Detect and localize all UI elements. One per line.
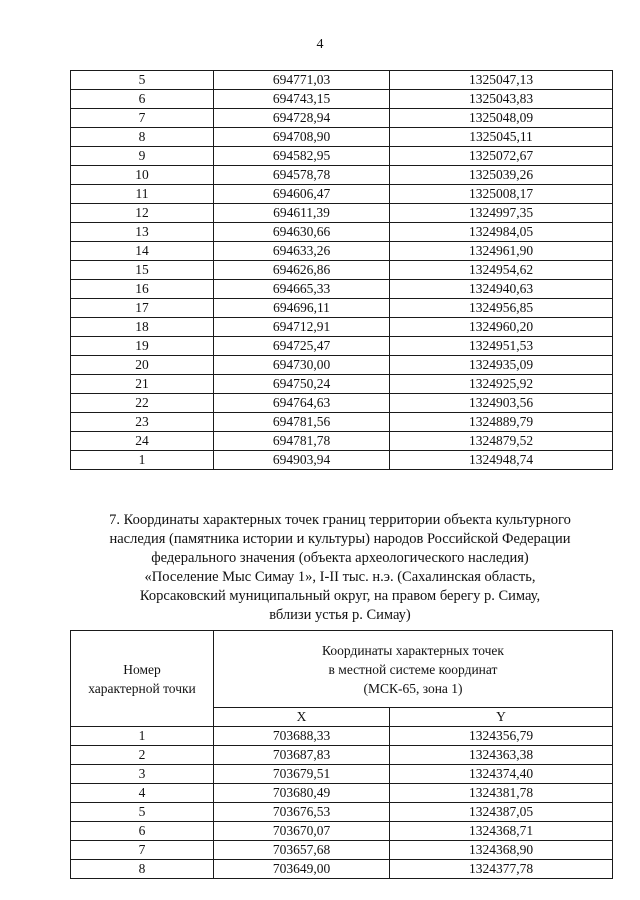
x-coordinate-cell: 694712,91 (214, 318, 390, 337)
point-number-cell: 15 (71, 261, 214, 280)
table-row (71, 841, 613, 860)
x-coordinate-cell: 703657,68 (214, 841, 390, 860)
table-row (71, 451, 613, 470)
y-coordinate-cell: 1324948,74 (390, 451, 613, 470)
section-title-line: «Поселение Мыс Симау 1», I-II тыс. н.э. (Сахалинская область, (144, 569, 536, 585)
point-number-cell: 11 (71, 185, 214, 204)
table-row (71, 204, 613, 223)
x-coordinate-cell: 703649,00 (214, 860, 390, 879)
point-number-cell: 3 (71, 765, 214, 784)
table-row (71, 860, 613, 879)
point-number-cell: 9 (71, 147, 214, 166)
y-coordinate-cell: 1324951,53 (390, 337, 613, 356)
y-coordinate-cell: 1324356,79 (390, 727, 613, 746)
point-number-cell: 23 (71, 413, 214, 432)
section-title-line: вблизи устья р. Симау) (269, 607, 411, 623)
x-coordinate-cell: 694696,11 (214, 299, 390, 318)
y-coordinate-cell: 1324381,78 (390, 784, 613, 803)
table-row (71, 727, 613, 746)
table-row (71, 413, 613, 432)
x-coordinate-cell: 694730,00 (214, 356, 390, 375)
section-title-line: наследия (памятника истории и культуры) народов Российской Федерации (109, 531, 571, 547)
point-number-cell: 24 (71, 432, 214, 451)
table-row (71, 109, 613, 128)
point-number-cell: 1 (71, 451, 214, 470)
point-number-cell: 20 (71, 356, 214, 375)
table-row (71, 318, 613, 337)
point-number-cell: 16 (71, 280, 214, 299)
point-number-cell: 14 (71, 242, 214, 261)
header-line: Номер (123, 661, 161, 677)
header-y: Y (390, 708, 613, 727)
point-number-cell: 10 (71, 166, 214, 185)
header-x: X (214, 708, 390, 727)
table-row (71, 337, 613, 356)
point-number-cell: 5 (71, 803, 214, 822)
y-coordinate-cell: 1324997,35 (390, 204, 613, 223)
point-number-cell: 21 (71, 375, 214, 394)
table-row (71, 765, 613, 784)
x-coordinate-cell: 703679,51 (214, 765, 390, 784)
point-number-cell: 13 (71, 223, 214, 242)
y-coordinate-cell: 1324368,71 (390, 822, 613, 841)
x-coordinate-cell: 694578,78 (214, 166, 390, 185)
y-coordinate-cell: 1325048,09 (390, 109, 613, 128)
header-line: характерной точки (88, 680, 196, 696)
point-number-cell: 4 (71, 784, 214, 803)
y-coordinate-cell: 1324374,40 (390, 765, 613, 784)
y-coordinate-cell: 1324960,20 (390, 318, 613, 337)
y-coordinate-cell: 1325039,26 (390, 166, 613, 185)
x-coordinate-cell: 694630,66 (214, 223, 390, 242)
table-row (71, 432, 613, 451)
section-7-title (60, 511, 620, 625)
table-row (71, 223, 613, 242)
x-coordinate-cell: 694606,47 (214, 185, 390, 204)
y-coordinate-cell: 1324903,56 (390, 394, 613, 413)
y-coordinate-cell: 1324956,85 (390, 299, 613, 318)
point-number-cell: 7 (71, 109, 214, 128)
y-coordinate-cell: 1324387,05 (390, 803, 613, 822)
table-body (71, 71, 613, 470)
table-row (71, 394, 613, 413)
x-coordinate-cell: 703670,07 (214, 822, 390, 841)
table-row (71, 90, 613, 109)
y-coordinate-cell: 1324935,09 (390, 356, 613, 375)
point-number-cell: 7 (71, 841, 214, 860)
x-coordinate-cell: 694903,94 (214, 451, 390, 470)
x-coordinate-cell: 694725,47 (214, 337, 390, 356)
point-number-cell: 5 (71, 71, 214, 90)
section-title-line: федерального значения (объекта археологического наследия) (151, 550, 529, 566)
table-row (71, 299, 613, 318)
y-coordinate-cell: 1324984,05 (390, 223, 613, 242)
y-coordinate-cell: 1324879,52 (390, 432, 613, 451)
coordinates-table-continued (70, 70, 613, 470)
point-number-cell: 8 (71, 128, 214, 147)
x-coordinate-cell: 694764,63 (214, 394, 390, 413)
y-coordinate-cell: 1324925,92 (390, 375, 613, 394)
section-title-line: Корсаковский муниципальный округ, на правом берегу р. Симау, (139, 588, 541, 604)
x-coordinate-cell: 694771,03 (214, 71, 390, 90)
y-coordinate-cell: 1324940,63 (390, 280, 613, 299)
table-row (71, 71, 613, 90)
y-coordinate-cell: 1324377,78 (390, 860, 613, 879)
table-row (71, 242, 613, 261)
x-coordinate-cell: 703687,83 (214, 746, 390, 765)
x-coordinate-cell: 694743,15 (214, 90, 390, 109)
point-number-cell: 2 (71, 746, 214, 765)
page-number: 4 (316, 37, 324, 52)
x-coordinate-cell: 694611,39 (214, 204, 390, 223)
y-coordinate-cell: 1324368,90 (390, 841, 613, 860)
x-coordinate-cell: 694728,94 (214, 109, 390, 128)
x-coordinate-cell: 703676,53 (214, 803, 390, 822)
point-number-cell: 12 (71, 204, 214, 223)
x-coordinate-cell: 694665,33 (214, 280, 390, 299)
table-row (71, 784, 613, 803)
section-title-line: 7. Координаты характерных точек границ территории объекта культурного (109, 512, 571, 528)
y-coordinate-cell: 1324363,38 (390, 746, 613, 765)
table-body (71, 727, 613, 879)
x-coordinate-cell: 694633,26 (214, 242, 390, 261)
y-coordinate-cell: 1325072,67 (390, 147, 613, 166)
y-coordinate-cell: 1325047,13 (390, 71, 613, 90)
point-number-cell: 22 (71, 394, 214, 413)
point-number-cell: 6 (71, 90, 214, 109)
x-coordinate-cell: 703688,33 (214, 727, 390, 746)
point-number-cell: 18 (71, 318, 214, 337)
table-row (71, 261, 613, 280)
header-line: (МСК-65, зона 1) (363, 680, 463, 696)
x-coordinate-cell: 694708,90 (214, 128, 390, 147)
point-number-cell: 1 (71, 727, 214, 746)
table-row (71, 375, 613, 394)
point-number-cell: 19 (71, 337, 214, 356)
x-coordinate-cell: 694750,24 (214, 375, 390, 394)
table-header (71, 631, 613, 727)
x-coordinate-cell: 694781,78 (214, 432, 390, 451)
table-row (71, 166, 613, 185)
table-row (71, 147, 613, 166)
y-coordinate-cell: 1324954,62 (390, 261, 613, 280)
header-line: в местной системе координат (328, 661, 498, 677)
coordinates-table-section-7 (70, 630, 613, 879)
table-row (71, 356, 613, 375)
y-coordinate-cell: 1325008,17 (390, 185, 613, 204)
header-point-number (71, 631, 214, 727)
point-number-cell: 17 (71, 299, 214, 318)
table-row (71, 803, 613, 822)
table-row (71, 128, 613, 147)
point-number-cell: 6 (71, 822, 214, 841)
header-line: Координаты характерных точек (322, 642, 504, 658)
table-row (71, 746, 613, 765)
point-number-cell: 8 (71, 860, 214, 879)
x-coordinate-cell: 694781,56 (214, 413, 390, 432)
x-coordinate-cell: 703680,49 (214, 784, 390, 803)
x-coordinate-cell: 694626,86 (214, 261, 390, 280)
y-coordinate-cell: 1324961,90 (390, 242, 613, 261)
y-coordinate-cell: 1324889,79 (390, 413, 613, 432)
x-coordinate-cell: 694582,95 (214, 147, 390, 166)
table-row (71, 185, 613, 204)
y-coordinate-cell: 1325043,83 (390, 90, 613, 109)
table-row (71, 822, 613, 841)
header-coordinates (214, 631, 613, 708)
table-row (71, 280, 613, 299)
y-coordinate-cell: 1325045,11 (390, 128, 613, 147)
